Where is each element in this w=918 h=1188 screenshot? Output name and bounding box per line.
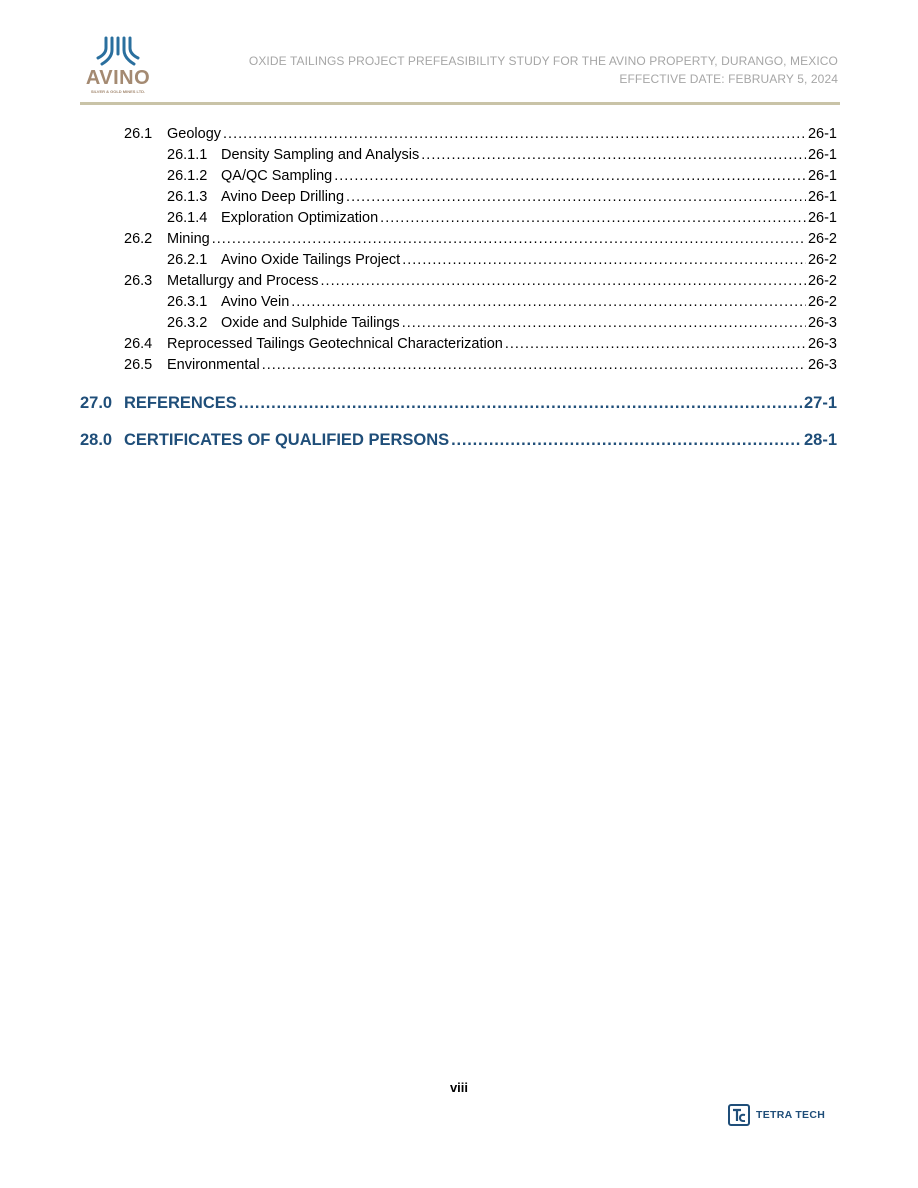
toc-entry-title: Metallurgy and Process: [167, 273, 319, 289]
header-effective-date: EFFECTIVE DATE: FEBRUARY 5, 2024: [619, 72, 838, 86]
tetra-tech-wordmark: TETRA TECH: [756, 1109, 826, 1121]
toc-entry-page: 26-2: [807, 273, 837, 289]
toc-entry-number: 26.3.1: [167, 294, 208, 310]
toc-heading-row[interactable]: [80, 394, 837, 418]
toc-entry-title: REFERENCES: [124, 394, 237, 412]
tetra-tech-icon: [728, 1104, 750, 1126]
toc-entry-page: 27-1: [803, 394, 837, 412]
toc-entry-row[interactable]: [167, 189, 837, 210]
toc-entry-row[interactable]: [124, 126, 837, 147]
toc-dot-leader: [451, 431, 802, 450]
toc-entry-title: Avino Oxide Tailings Project: [221, 252, 401, 268]
toc-entry-page: 26-3: [807, 357, 837, 373]
toc-entry-number: 26.1.2: [167, 168, 208, 184]
toc-entry-title: Exploration Optimization: [221, 210, 379, 226]
toc-dot-leader: [421, 147, 806, 163]
toc-entry-page: 26-2: [807, 252, 837, 268]
toc-entry-number: 26.3: [124, 273, 153, 289]
toc-dot-leader: [505, 336, 806, 352]
toc-entry-page: 26-1: [807, 147, 837, 163]
toc-dot-leader: [321, 273, 806, 289]
toc-entry-page: 26-1: [807, 210, 837, 226]
toc-entry-number: 26.1.3: [167, 189, 208, 205]
toc-entry-row[interactable]: [167, 147, 837, 168]
toc-dot-leader: [212, 231, 806, 247]
logo-tagline: SILVER & GOLD MINES LTD.: [90, 89, 146, 94]
logo-wordmark: AVINO: [85, 67, 151, 89]
toc-entry-title: Environmental: [167, 357, 260, 373]
toc-heading-row[interactable]: [80, 431, 837, 455]
toc-entry-row[interactable]: [124, 273, 837, 294]
toc-entry-page: 28-1: [803, 431, 837, 449]
header-divider: [80, 102, 840, 105]
toc-dot-leader: [291, 294, 806, 310]
toc-entry-row[interactable]: [167, 210, 837, 231]
toc-entry-row[interactable]: [124, 336, 837, 357]
avino-emblem-icon: [84, 36, 152, 70]
toc-entry-row[interactable]: [124, 231, 837, 252]
toc-dot-leader: [223, 126, 806, 142]
toc-dot-leader: [334, 168, 806, 184]
toc-entry-number: 28.0: [80, 431, 113, 449]
toc-dot-leader: [402, 252, 806, 268]
toc-entry-number: 26.1.1: [167, 147, 208, 163]
toc-entry-row[interactable]: [124, 357, 837, 378]
toc-entry-page: 26-2: [807, 231, 837, 247]
header-project-title: OXIDE TAILINGS PROJECT PREFEASIBILITY STUDY FOR THE AVINO PROPERTY, DURANGO, MEXICO: [248, 54, 838, 68]
toc-entry-row[interactable]: [167, 294, 837, 315]
toc-entry-row[interactable]: [167, 252, 837, 273]
toc-entry-title: Oxide and Sulphide Tailings: [221, 315, 400, 331]
toc-dot-leader: [380, 210, 806, 226]
toc-entry-title: QA/QC Sampling: [221, 168, 333, 184]
toc-entry-page: 26-1: [807, 189, 837, 205]
toc-dot-leader: [239, 394, 802, 413]
toc-entry-row[interactable]: [167, 315, 837, 336]
toc-entry-page: 26-2: [807, 294, 837, 310]
toc-entry-row[interactable]: [167, 168, 837, 189]
toc-entry-page: 26-1: [807, 126, 837, 142]
document-header: [249, 52, 838, 88]
toc-entry-number: 27.0: [80, 394, 113, 412]
toc-entry-title: Density Sampling and Analysis: [221, 147, 420, 163]
avino-logo: [84, 36, 154, 98]
toc-dot-leader: [262, 357, 806, 373]
toc-entry-page: 26-3: [807, 315, 837, 331]
toc-entry-number: 26.1.4: [167, 210, 208, 226]
toc-entry-number: 26.2.1: [167, 252, 208, 268]
page-number: viii: [449, 1080, 469, 1095]
toc-entry-title: Avino Vein: [221, 294, 290, 310]
toc-entry-number: 26.4: [124, 336, 153, 352]
toc-entry-page: 26-1: [807, 168, 837, 184]
toc-entry-number: 26.5: [124, 357, 153, 373]
toc-dot-leader: [402, 315, 806, 331]
toc-dot-leader: [346, 189, 806, 205]
toc-entry-title: Geology: [167, 126, 222, 142]
toc-entry-number: 26.3.2: [167, 315, 208, 331]
toc-entry-page: 26-3: [807, 336, 837, 352]
toc-entry-number: 26.1: [124, 126, 153, 142]
toc-entry-title: Reprocessed Tailings Geotechnical Characterization: [167, 336, 503, 352]
toc-entry-number: 26.2: [124, 231, 153, 247]
toc-entry-title: Mining: [167, 231, 210, 247]
toc-entry-title: CERTIFICATES OF QUALIFIED PERSONS: [124, 431, 450, 449]
toc-entry-title: Avino Deep Drilling: [221, 189, 345, 205]
tetra-tech-logo: [728, 1104, 825, 1126]
